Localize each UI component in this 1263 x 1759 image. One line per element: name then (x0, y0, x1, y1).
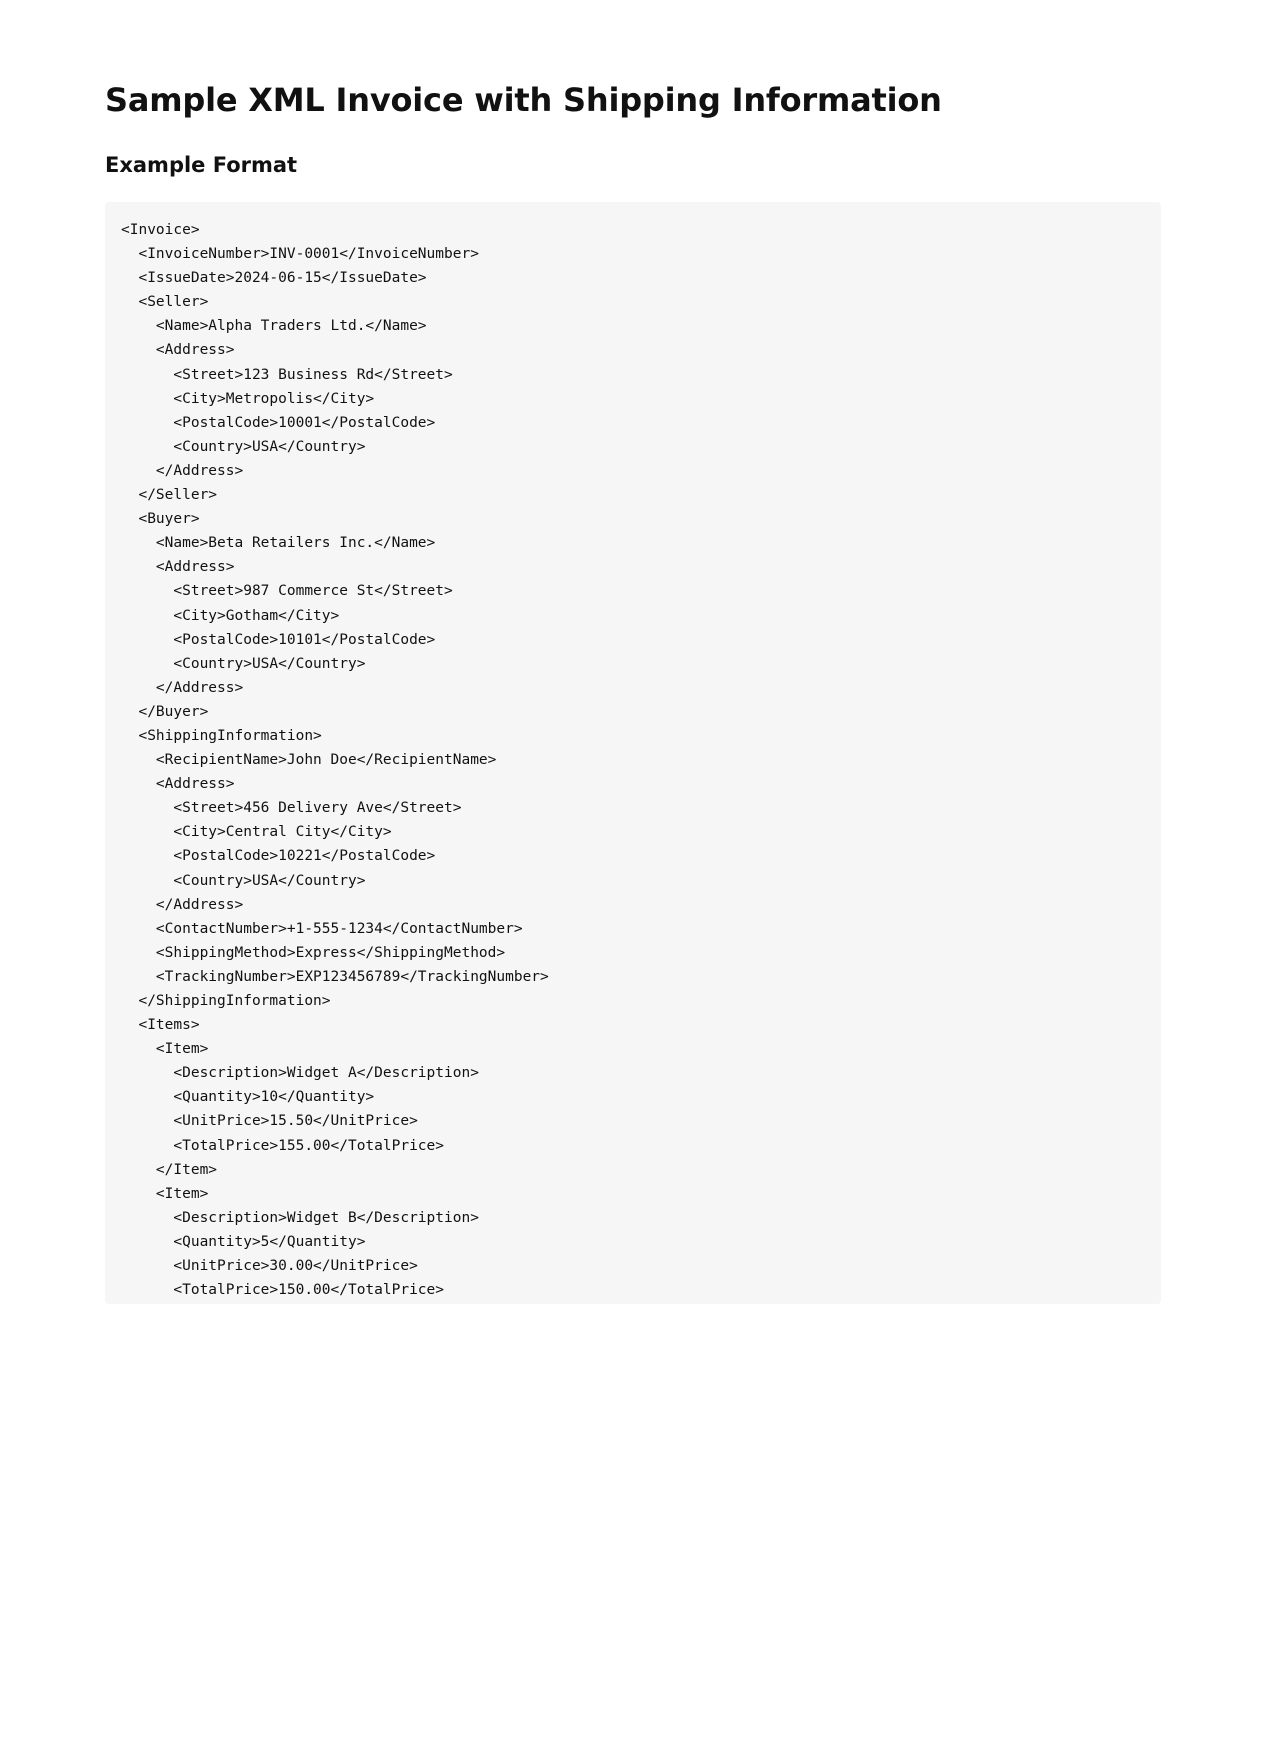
code-line: <InvoiceNumber>INV-0001</InvoiceNumber> (121, 246, 479, 263)
code-line: <Description>Widget B</Description> (121, 1209, 479, 1226)
code-line: </ShippingInformation> (121, 993, 331, 1009)
code-line: <PostalCode>10001</PostalCode> (121, 414, 436, 431)
code-line: <UnitPrice>30.00</UnitPrice> (121, 1258, 418, 1275)
code-line: <Buyer> (121, 511, 200, 528)
code-line: <TrackingNumber>EXP123456789</TrackingNumber> (121, 968, 549, 985)
code-line: </Buyer> (121, 703, 209, 720)
code-line: <Country>USA</Country> (121, 655, 366, 672)
code-line: <Item> (121, 1185, 209, 1202)
code-line: <City>Central City</City> (121, 824, 392, 841)
code-line: <Country>USA</Country> (121, 438, 366, 455)
code-line: <PostalCode>10221</PostalCode> (121, 848, 436, 865)
xml-code-block[interactable] (105, 202, 1161, 1304)
code-line: </Seller> (121, 487, 218, 504)
code-line: <Street>987 Commerce St</Street> (121, 583, 453, 600)
code-line: <TotalPrice>155.00</TotalPrice> (121, 1137, 445, 1154)
code-line: <Name>Alpha Traders Ltd.</Name> (121, 318, 427, 335)
code-line: </Address> (121, 679, 244, 696)
code-line: <Address> (121, 342, 235, 359)
code-line: <Street>123 Business Rd</Street> (121, 366, 453, 383)
code-line: <City>Gotham</City> (121, 607, 340, 624)
code-line: <Description>Widget A</Description> (121, 1065, 479, 1082)
code-line: <Quantity>10</Quantity> (121, 1089, 375, 1106)
code-line: <Address> (121, 776, 235, 793)
code-line: <Item> (121, 1041, 209, 1058)
code-line: <ShippingInformation> (121, 727, 322, 744)
code-line: <IssueDate>2024-06-15</IssueDate> (121, 270, 427, 287)
code-lines (121, 218, 1145, 1302)
code-line: <TotalPrice>150.00</TotalPrice> (121, 1282, 445, 1299)
code-line: <Address> (121, 559, 235, 576)
code-line: <ShippingMethod>Express</ShippingMethod> (121, 944, 506, 961)
code-line: </Address> (121, 896, 244, 913)
code-line: <RecipientName>John Doe</RecipientName> (121, 752, 497, 769)
code-line: <Street>456 Delivery Ave</Street> (121, 800, 462, 817)
code-line: <Name>Beta Retailers Inc.</Name> (121, 535, 436, 552)
code-line: <Seller> (121, 294, 209, 311)
section-heading: Example Format (105, 153, 298, 177)
code-line: <ContactNumber>+1-555-1234</ContactNumber> (121, 920, 523, 937)
code-line: <Invoice> (121, 222, 200, 238)
code-line: </Address> (121, 462, 244, 479)
code-line: <Items> (121, 1017, 200, 1034)
page-title: Sample XML Invoice with Shipping Information (105, 81, 942, 119)
code-line: <PostalCode>10101</PostalCode> (121, 631, 436, 648)
code-line: </Item> (121, 1161, 218, 1178)
code-line: <Country>USA</Country> (121, 872, 366, 889)
code-line: <Quantity>5</Quantity> (121, 1233, 366, 1250)
code-line: <City>Metropolis</City> (121, 390, 375, 407)
code-line: <UnitPrice>15.50</UnitPrice> (121, 1113, 418, 1130)
